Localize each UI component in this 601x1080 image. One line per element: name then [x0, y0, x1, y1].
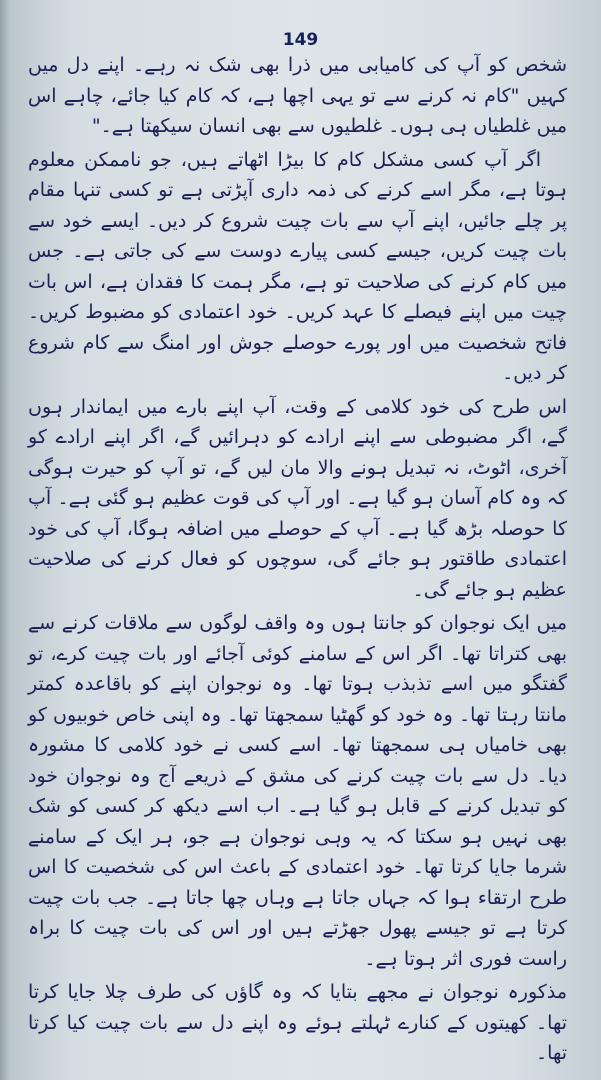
- paragraph: میں ایک نوجوان کو جانتا ہوں وہ واقف لوگوں سے ملاقات کرنے سے بھی کتراتا تھا۔ اگر اس کے سامنے کوئی آجائے اور بات چیت کرے، تو گفتگو میں اسے تذبذب ہوتا تھا۔ وہ نوجوان اپنے کو باقاعدہ کمتر مانتا رہتا تھا۔ وہ خود کو گھٹیا سمجھتا تھا۔ وہ اپنی خاص خوبیوں کو بھی خامیاں ہی سمجھتا تھا۔ اسے کسی نے خود کلامی کا مشورہ دیا۔ دل سے بات چیت کرنے کی مشق کے ذریعے آج وہ نوجوان خود کو تبدیل کرنے کے قابل ہو گیا ہے۔ اب اسے دیکھ کر کسی کو شک بھی نہیں ہو سکتا کہ یہ وہی نوجوان ہے جو، ہر ایک کے سامنے شرما جایا کرتا تھا۔ خود اعتمادی کے باعث اس کی شخصیت کا اس طرح ارتقاء ہوا کہ جہاں جاتا ہے وہاں چھا جاتا ہے۔ جب بات چیت کرتا ہے تو جیسے پھول جھڑتے ہیں اور اس کی بات چیت کا براہ راست فوری اثر ہوتا ہے۔: [28, 612, 567, 970]
- page-fold-shadow: [0, 0, 10, 1080]
- page-number: 149: [282, 30, 319, 50]
- paragraph: شخص کو آپ کی کامیابی میں ذرا بھی شک نہ رہے۔ اپنے دل میں کہیں "کام نہ کرنے سے تو یہی اچھا ہے، کہ کام کیا جائے، چاہے اس میں غلطیاں ہی ہوں۔ غلطیوں سے بھی انسان سیکھتا ہے۔": [28, 54, 567, 137]
- page-body-text: [28, 50, 567, 1072]
- paragraph: مذکورہ نوجوان نے مجھے بتایا کہ وہ گاؤں کی طرف چلا جایا کرتا تھا۔ کھیتوں کے کنارے ٹہلتے ہوئے وہ اپنے دل سے بات چیت کیا کرتا تھا۔: [28, 981, 567, 1064]
- paragraph: اگر آپ کسی مشکل کام کا بیڑا اٹھاتے ہیں، جو ناممکن معلوم ہوتا ہے، مگر اسے کرنے کی ذمہ داری آپڑتی ہے تو کسی تنہا مقام پر چلے جائیں، اپنے آپ سے بات چیت شروع کر دیں۔ ایسے خود سے بات چیت کریں، جیسے کسی پیارے دوست سے کی جاتی ہے۔ جس میں کام کرنے کی صلاحیت تو ہے، مگر ہمت کا فقدان ہے، اس بات چیت میں اپنے فیصلے کا عہد کریں۔ خود اعتمادی کو مضبوط کریں۔ فاتح شخصیت میں اور پورے حوصلے جوش اور امنگ سے کام شروع کر دیں۔: [28, 148, 567, 384]
- paragraph: اس طرح کی خود کلامی کے وقت، آپ اپنے بارے میں ایماندار ہوں گے، اگر مضبوطی سے اپنے ارادے کو دہرائیں گے، اگر اپنے ارادے کو آخری، اٹوٹ، نہ تبدیل ہونے والا مان لیں گے، تو آپ کو حیرت ہوگی کہ وہ کام آسان ہو گیا ہے۔ اور آپ کی قوت عظیم ہو گئی ہے۔ آپ کا حوصلہ بڑھ گیا ہے۔ آپ کے حوصلے میں اضافہ ہوگا، آپ کی خود اعتمادی طاقتور ہو جائے گی، سوچوں کو فعال کرنے کی صلاحیت عظیم ہو جائے گی۔: [28, 395, 567, 601]
